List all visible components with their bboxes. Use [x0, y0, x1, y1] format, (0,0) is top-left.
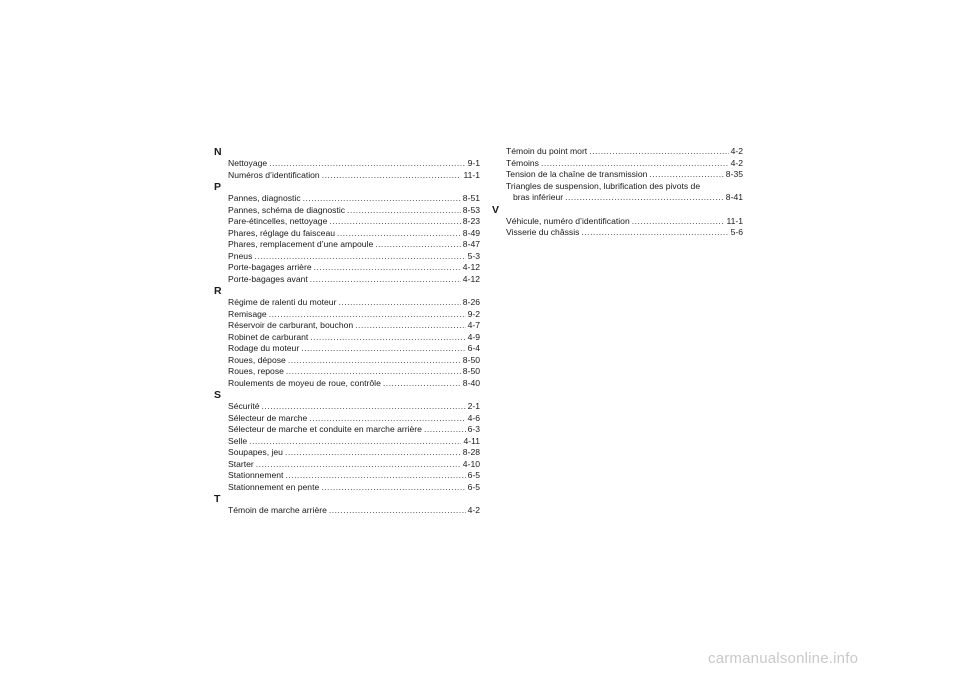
index-entry: Sélecteur de marche ..... 4-6 [214, 413, 480, 425]
index-entry: Témoins ..... 4-2 [492, 158, 743, 170]
index-entry: Remisage ..... 9-2 [214, 309, 480, 321]
section-letter-p: P [214, 181, 222, 193]
index-entry: Pneus ..... 5-3 [214, 251, 480, 263]
index-entry: Réservoir de carburant, bouchon ..... 4-7 [214, 320, 480, 332]
index-column-right [492, 146, 743, 239]
index-entry: Starter ..... 4-10 [214, 459, 480, 471]
index-entry: Pannes, schéma de diagnostic ..... 8-53 [214, 205, 480, 217]
index-entry: Porte-bagages avant ..... 4-12 [214, 274, 480, 286]
index-entry: Sécurité ..... 2-1 [214, 401, 480, 413]
index-entry: Soupapes, jeu ..... 8-28 [214, 447, 480, 459]
index-entry: Numéros d’identification ..... 11-1 [214, 170, 480, 182]
index-entry: Visserie du châssis ..... 5-6 [492, 227, 743, 239]
index-entry: Phares, remplacement d’une ampoule ..... 8-47 [214, 239, 480, 251]
index-entry: Sélecteur de marche et conduite en marche arrière ..... 6-3 [214, 424, 480, 436]
index-entry: Phares, réglage du faisceau ..... 8-49 [214, 228, 480, 240]
index-entry: Témoin de marche arrière ..... 4-2 [214, 505, 480, 517]
index-entry: Roulements de moyeu de roue, contrôle ..... 8-40 [214, 378, 480, 390]
index-entry: Stationnement ..... 6-5 [214, 470, 480, 482]
index-entry: Selle ..... 4-11 [214, 436, 480, 448]
section-letter-r: R [214, 285, 222, 297]
index-entry: Rodage du moteur ..... 6-4 [214, 343, 480, 355]
index-entry: Roues, dépose ..... 8-50 [214, 355, 480, 367]
section-letter-t: T [214, 493, 221, 505]
index-entry: Roues, repose ..... 8-50 [214, 366, 480, 378]
index-entry-continuation: bras inférieur ..... 8-41 [492, 192, 743, 204]
index-entry: Stationnement en pente ..... 6-5 [214, 482, 480, 494]
index-entry: Régime de ralenti du moteur ..... 8-26 [214, 297, 480, 309]
watermark: carmanualsonline.info [708, 650, 859, 667]
section-letter-v: V [492, 203, 500, 216]
index-entry: Porte-bagages arrière ..... 4-12 [214, 262, 480, 274]
index-column-left [214, 146, 480, 517]
index-entry: Témoin du point mort ..... 4-2 [492, 146, 743, 158]
section-letter-n: N [214, 146, 222, 158]
index-entry: Robinet de carburant ..... 4-9 [214, 332, 480, 344]
index-entry: Pannes, diagnostic ..... 8-51 [214, 193, 480, 205]
section-letter-s: S [214, 389, 222, 401]
index-entry: Véhicule, numéro d’identification ..... 11-1 [492, 216, 743, 228]
index-entry: Nettoyage ..... 9-1 [214, 158, 480, 170]
index-entry: Tension de la chaîne de transmission ..... 8-35 [492, 169, 743, 181]
index-entry: Pare-étincelles, nettoyage ..... 8-23 [214, 216, 480, 228]
index-entry-line1: Triangles de suspension, lubrification des pivots de [506, 180, 701, 191]
